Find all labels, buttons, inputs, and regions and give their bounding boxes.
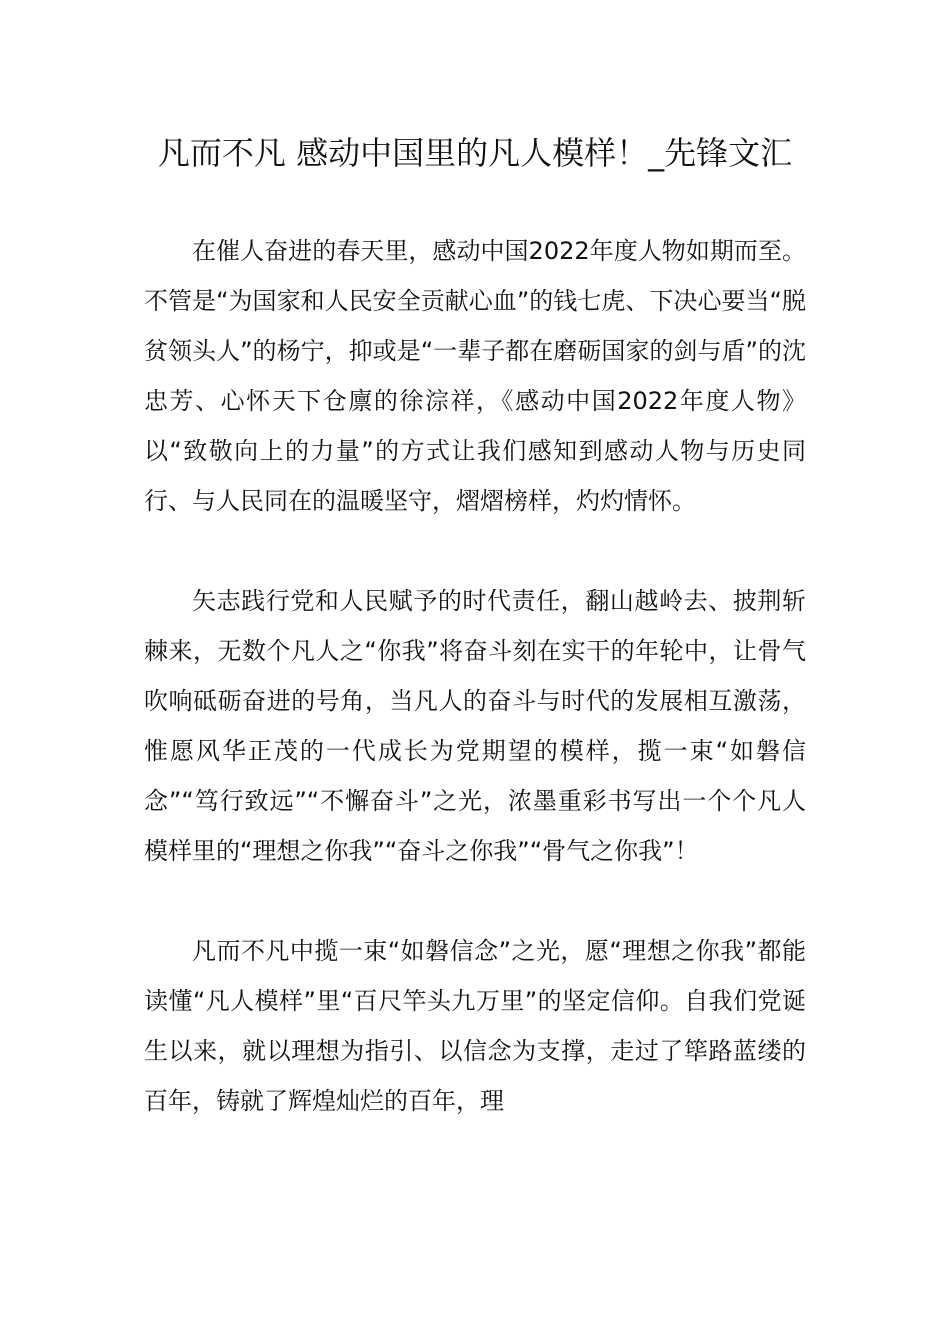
paragraph-spacer [144, 876, 806, 926]
paragraph-2: 矢志践行党和人民赋予的时代责任，翻山越岭去、披荆斩棘来，无数个凡人之“你我”将奋斗刻在实干的年轮中，让骨气吹响砥砺奋进的号角，当凡人的奋斗与时代的发展相互激荡，惟愿风华正茂的一代成长为党期望的模样，揽一束“如磐信念”“笃行致远”“不懈奋斗”之光，浓墨重彩书写出一个个凡人模样里的“理想之你我”“奋斗之你我”“骨气之你我”！ [144, 587, 806, 865]
document-title: 凡而不凡 感动中国里的凡人模样！_先锋文汇 [157, 134, 793, 172]
paragraph-spacer [144, 526, 806, 576]
paragraph-1: 在催人奋进的春天里，感动中国2022年度人物如期而至。不管是“为国家和人民安全贡献心血”的钱七虎、下决心要当“脱贫领头人”的杨宁，抑或是“一辈子都在磨砺国家的剑与盾”的沈忠芳、心怀天下仓廪的徐淙祥，《感动中国2022年度人物》以“致敬向上的力量”的方式让我们感知到感动人物与历史同行、与人民同在的温暖坚守，熠熠榜样，灼灼情怀。 [144, 237, 806, 515]
document-body [144, 226, 806, 1126]
paragraph-3: 凡而不凡中揽一束“如磐信念”之光，愿“理想之你我”都能读懂“凡人模样”里“百尺竿头九万里”的坚定信仰。自我们党诞生以来，就以理想为指引、以信念为支撑，走过了筚路蓝缕的百年，铸就了辉煌灿烂的百年，理 [144, 937, 806, 1115]
